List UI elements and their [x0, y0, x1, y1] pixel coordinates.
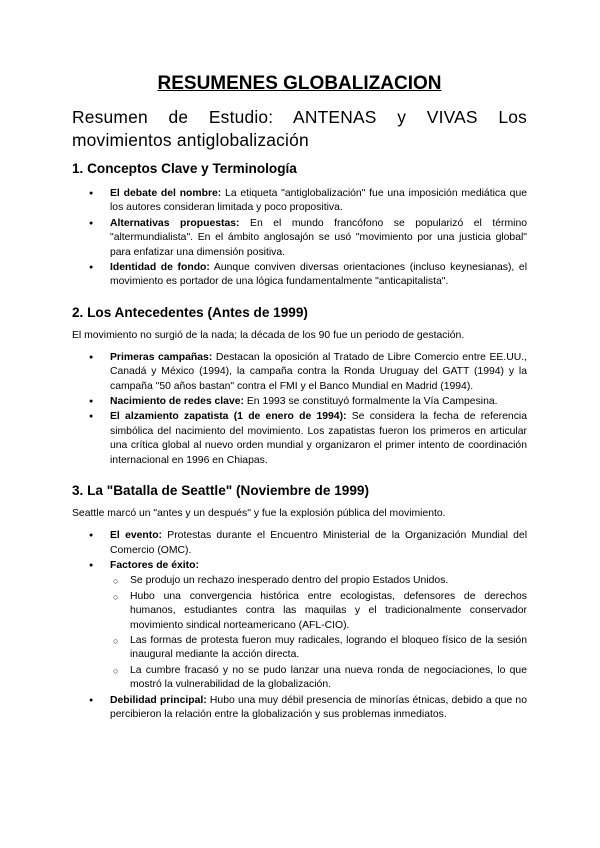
item-text: Protestas durante el Encuentro Ministerial de la Organización Mundial del Comercio (OMC).: [110, 530, 528, 556]
list-item: [72, 187, 527, 216]
section-heading: 3. La "Batalla de Seattle" (Noviembre de 1999): [72, 483, 369, 499]
sub-bullet-list: [110, 574, 527, 692]
item-term: Alternativas propuestas:: [110, 217, 240, 229]
item-text: Se considera la fecha de referencia simbólica del nacimiento del movimiento. Los zapatistas fueron los primeros en articular una crítica global al nuevo orden mundial y organizaron el primer intento de coordinación internacional en 1996 en Chiapas.: [110, 411, 527, 466]
bullet-list: [72, 187, 527, 290]
item-term: Identidad de fondo:: [110, 262, 210, 274]
list-item: [72, 395, 527, 409]
section-intro: El movimiento no surgió de la nada; la década de los 90 fue un periodo de gestación.: [72, 329, 465, 341]
item-term: El evento:: [110, 530, 163, 542]
item-term: Nacimiento de redes clave:: [110, 396, 244, 408]
section-heading: 1. Conceptos Clave y Terminología: [72, 161, 297, 176]
section-heading: 2. Los Antecedentes (Antes de 1999): [72, 304, 308, 320]
document-subtitle: Resumen de Estudio: ANTENAS y VIVAS Los movimientos antiglobalización: [72, 107, 527, 150]
list-item: [72, 351, 527, 394]
document-title: RESUMENES GLOBALIZACION: [157, 73, 442, 94]
sub-list-item: ○ La cumbre fracasó y no se pudo lanzar una nueva ronda de negociaciones, lo que mostró la vulnerabilidad de la globalización.: [110, 664, 527, 693]
document-page: [72, 72, 527, 723]
list-item: [72, 559, 527, 693]
section-antecedentes: [72, 304, 527, 468]
list-item: [72, 261, 527, 290]
item-text: La etiqueta "antiglobalización" fue una imposición mediática que los autores consideran limitada y poco propositiva.: [110, 188, 528, 214]
list-item: [72, 217, 527, 260]
sub-list-item: ○ Hubo una convergencia histórica entre ecologistas, defensores de derechos humanos, estudiantes contra las maquilas y el tradicionalmente conservador movimiento sindical norteamericano (AFL-CIO).: [110, 590, 527, 633]
list-item: [72, 694, 527, 723]
list-item: [72, 410, 527, 468]
section-conceptos: [72, 160, 527, 290]
item-text: Aunque conviven diversas orientaciones (incluso keynesianas), el movimiento es portador de una lógica fundamentalmente "anticapitalista".: [110, 262, 528, 288]
item-term: Primeras campañas:: [110, 351, 213, 363]
item-text: Hubo una muy débil presencia de minorías étnicas, debido a que no percibieron la relación entre la globalización y sus problemas inmediatos.: [110, 694, 527, 720]
item-term: Factores de éxito:: [110, 559, 199, 571]
item-term: El alzamiento zapatista (1 de enero de 1994):: [110, 411, 347, 423]
item-term: El debate del nombre:: [110, 188, 222, 199]
item-term: Debilidad principal:: [110, 694, 207, 706]
list-item: [72, 529, 527, 558]
item-text: Destacan la oposición al Tratado de Libre Comercio entre EE.UU., Canadá y México (1994), la campaña contra la Ronda Uruguay del GATT (1994) y la campaña "50 años bastan" contra el FMI y el Banco Mundial en Madrid (1994).: [110, 351, 528, 392]
section-seattle: [72, 482, 527, 722]
bullet-list: [72, 529, 527, 722]
section-intro: Seattle marcó un "antes y un después" y fue la explosión pública del movimiento.: [72, 508, 446, 520]
sub-list-item: ○ Se produjo un rechazo inesperado dentro del propio Estados Unidos.: [110, 574, 527, 588]
item-text: En 1993 se constituyó formalmente la Vía Campesina.: [243, 396, 498, 408]
item-text: En el mundo francófono se popularizó el término "altermundialista". En el ámbito anglosajón se usó "movimiento por una justicia global" para enfatizar una dimensión positiva.: [110, 217, 527, 258]
sub-list-item: ○ Las formas de protesta fueron muy radicales, logrando el bloqueo físico de la sesión inaugural mediante la acción directa.: [110, 634, 527, 663]
bullet-list: [72, 351, 527, 468]
